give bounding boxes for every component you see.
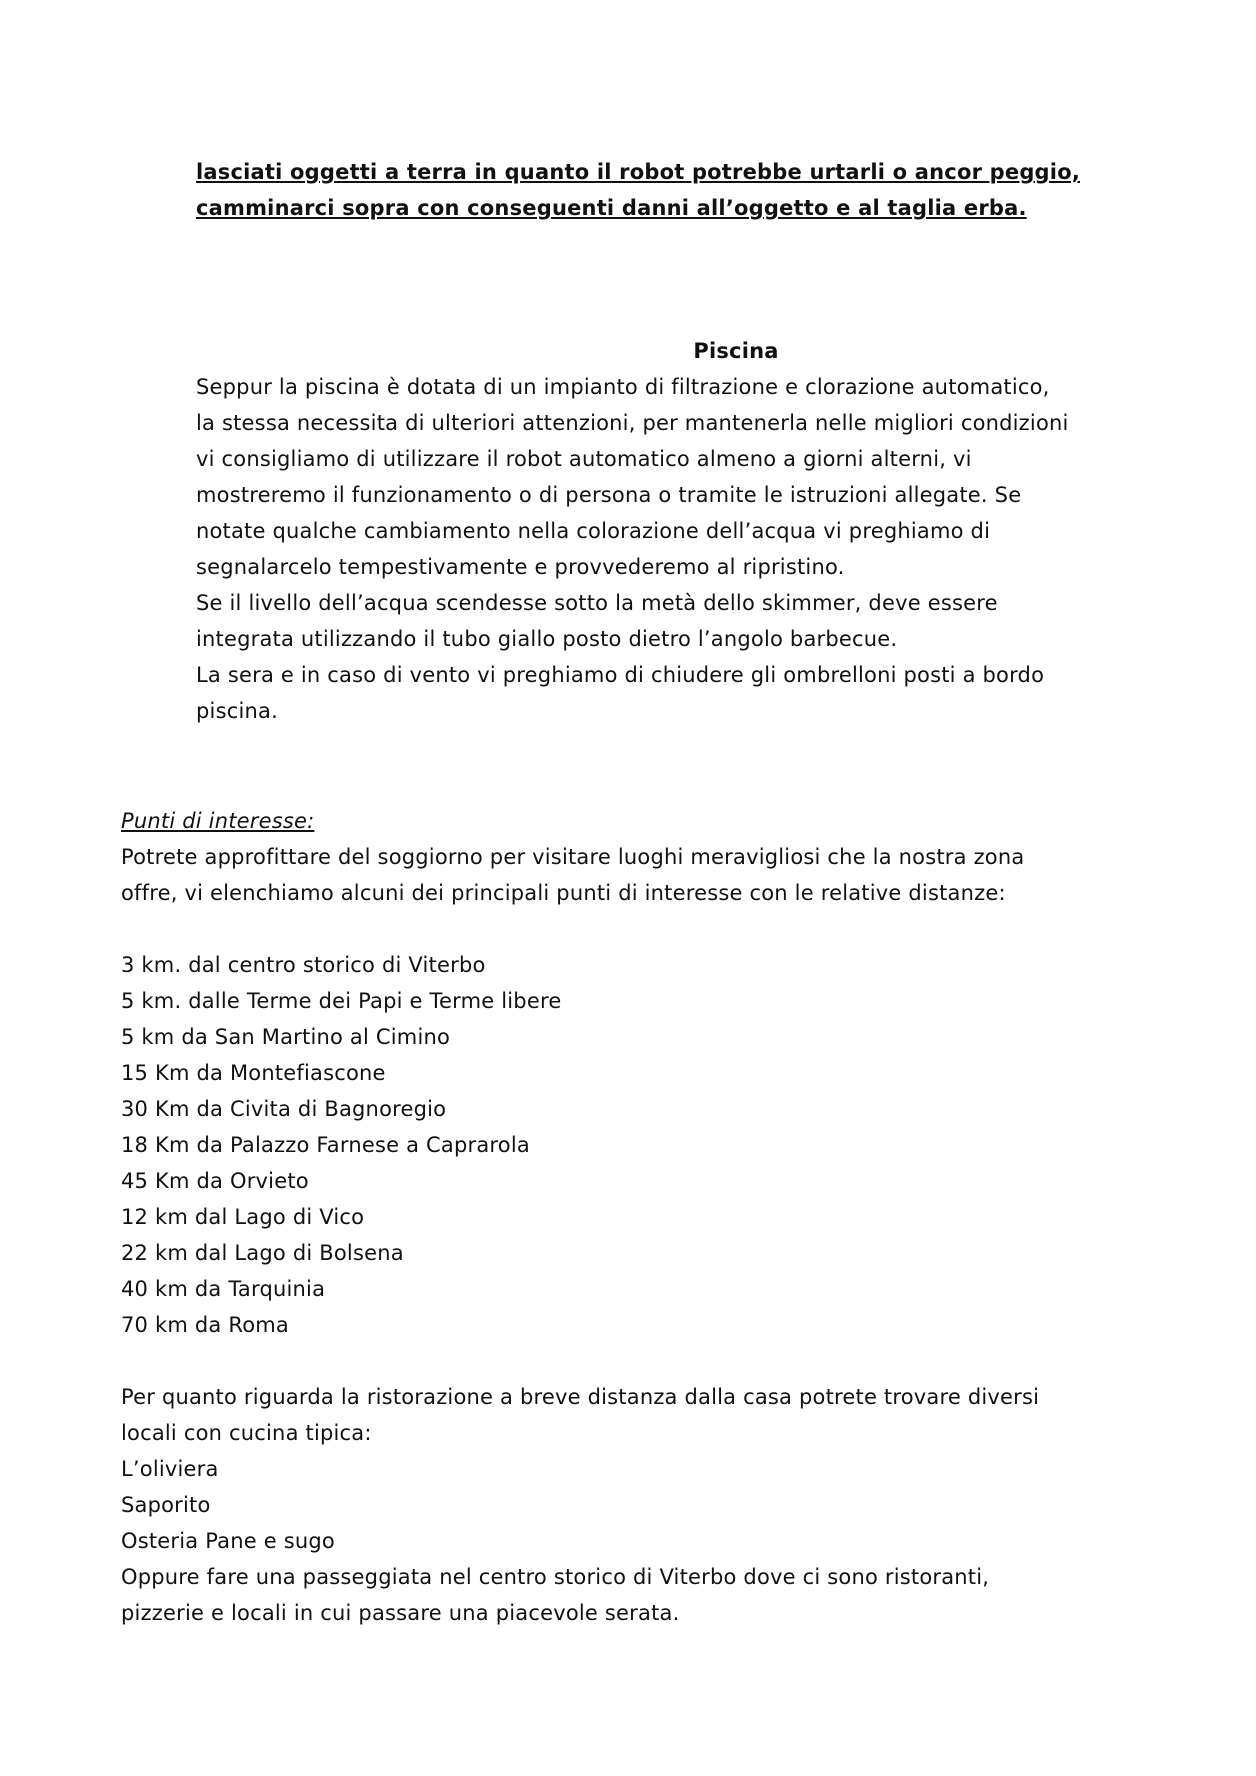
pool-line: integrata utilizzando il tubo giallo posto dietro l’angolo barbecue.	[196, 627, 898, 651]
food-section	[121, 1379, 1131, 1631]
pool-section-title: Piscina	[693, 339, 779, 363]
distance-item: 40 km da Tarquinia	[121, 1277, 326, 1301]
pool-line: piscina.	[196, 699, 278, 723]
pool-line: Seppur la piscina è dotata di un impianto di filtrazione e clorazione automatico,	[196, 375, 1050, 399]
distance-list	[121, 947, 821, 1343]
poi-intro-line: Potrete approfittare del soggiorno per visitare luoghi meravigliosi che la nostra zona	[121, 845, 1025, 869]
distance-item: 45 Km da Orvieto	[121, 1169, 309, 1193]
intro-paragraph	[196, 154, 1136, 226]
distance-item: 70 km da Roma	[121, 1313, 289, 1337]
pool-line: mostreremo il funzionamento o di persona o tramite le istruzioni allegate. Se	[196, 483, 1022, 507]
food-intro-line: locali con cucina tipica:	[121, 1421, 372, 1445]
pool-line: la stessa necessita di ulteriori attenzioni, per mantenerla nelle migliori condizioni	[196, 411, 1069, 435]
distance-item: 30 Km da Civita di Bagnoregio	[121, 1097, 447, 1121]
restaurant-item: L’oliviera	[121, 1457, 219, 1481]
distance-item: 12 km dal Lago di Vico	[121, 1205, 365, 1229]
distance-item: 3 km. dal centro storico di Viterbo	[121, 953, 486, 977]
distance-item: 5 km da San Martino al Cimino	[121, 1025, 451, 1049]
poi-intro-line: offre, vi elenchiamo alcuni dei principali punti di interesse con le relative distanze:	[121, 881, 1006, 905]
pool-line: La sera e in caso di vento vi preghiamo di chiudere gli ombrelloni posti a bordo	[196, 663, 1045, 687]
poi-heading: Punti di interesse:	[121, 809, 315, 833]
poi-intro-paragraph	[121, 839, 1131, 911]
pool-line: notate qualche cambiamento nella colorazione dell’acqua vi preghiamo di	[196, 519, 991, 543]
pool-line: Se il livello dell’acqua scendesse sotto la metà dello skimmer, deve essere	[196, 591, 998, 615]
restaurant-list	[121, 1451, 1131, 1559]
restaurant-item: Saporito	[121, 1493, 211, 1517]
restaurant-item: Osteria Pane e sugo	[121, 1529, 335, 1553]
food-intro-line: Per quanto riguarda la ristorazione a breve distanza dalla casa potrete trovare diversi	[121, 1385, 1040, 1409]
food-closing-line: pizzerie e locali in cui passare una piacevole serata.	[121, 1601, 680, 1625]
distance-item: 15 Km da Montefiascone	[121, 1061, 386, 1085]
distance-item: 22 km dal Lago di Bolsena	[121, 1241, 404, 1265]
pool-line: vi consigliamo di utilizzare il robot automatico almeno a giorni alterni, vi	[196, 447, 972, 471]
intro-line: lasciati oggetti a terra in quanto il robot potrebbe urtarli o ancor peggio,	[196, 160, 1080, 184]
intro-line: camminarci sopra con conseguenti danni all’oggetto e al taglia erba.	[196, 196, 1027, 220]
pool-paragraph	[196, 369, 1156, 729]
distance-item: 18 Km da Palazzo Farnese a Caprarola	[121, 1133, 530, 1157]
food-closing-line: Oppure fare una passeggiata nel centro storico di Viterbo dove ci sono ristoranti,	[121, 1565, 990, 1589]
pool-line: segnalarcelo tempestivamente e provvederemo al ripristino.	[196, 555, 845, 579]
distance-item: 5 km. dalle Terme dei Papi e Terme libere	[121, 989, 562, 1013]
